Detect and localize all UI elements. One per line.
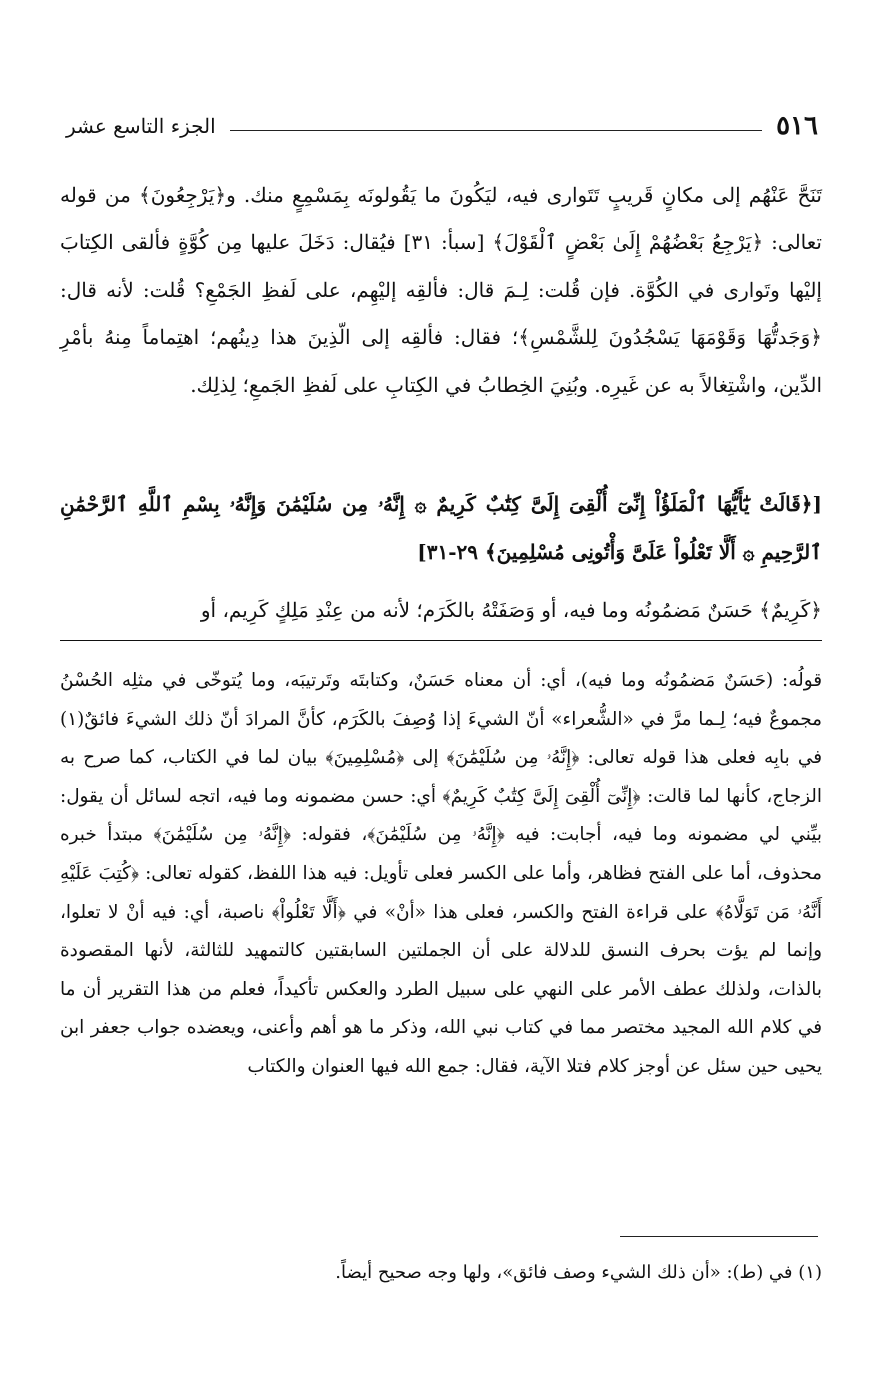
quran-verse: [﴿قَالَتْ يَٰٓأَيُّهَا ٱلْمَلَؤُاْ إِنِّىٓ أُلْقِىَ إِلَىَّ كِتَٰبٌ كَرِيمٌ ۞ إِنَّهُۥ مِن سُلَيْمَٰنَ وَإِنَّهُۥ بِسْمِ ٱللَّهِ ٱلرَّحْمَٰنِ ٱلرَّحِيمِ ۞ أَلَّا تَعْلُواْ عَلَىَّ وَأْتُونِى مُسْلِمِينَ﴾ ٢٩-٣١] [60, 492, 822, 564]
footnote: (١) في (ط): «أن ذلك الشيء وصف فائق»، ولها وجه صحيح أيضاً. [335, 1262, 822, 1283]
commentary-text: قولُه: (حَسَنٌ مَضمُونُه وما فيه)، أي: أن معناه حَسَنٌ، وكتابتَه وتَرتيبَه، وما يُتوخّى في مثلِه الحُسْنُ مجموعٌ فيه؛ لِـما مرَّ في «الشُّعراء» أنّ الشيءَ إذا وُصِفَ بالكَرَم، كأنَّ المرادَ أنّ ذلك الشيءَ فائقٌ(١) في بابِه فعلى هذا قوله تعالى: ﴿إِنَّهُۥ مِن سُلَيْمَٰنَ﴾ إلى ﴿مُسْلِمِينَ﴾ بيان لما في الكتاب، كما صرح به الزجاج، كأنها لما قالت: ﴿إِنِّىٓ أُلْقِىَ إِلَىَّ كِتَٰبٌ كَرِيمٌ﴾ أي: حسن مضمونه وما فيه، اتجه لسائل أن يقول: بيِّني لي مضمونه وما فيه، أجابت: فيه ﴿إِنَّهُۥ مِن سُلَيْمَٰنَ﴾، فقوله: ﴿إِنَّهُۥ مِن سُلَيْمَٰنَ﴾ مبتدأ خبره محذوف، أما على الفتح فظاهر، وأما على الكسر فعلى تأويل: فيه هذا اللفظ، كقوله تعالى: ﴿كُتِبَ عَلَيْهِ أَنَّهُۥ مَن تَوَلَّاهُ﴾ على قراءة الفتح والكسر، فعلى هذا «أنْ» في ﴿أَلَّا تَعْلُواْ﴾ ناصبة، أي: فيه أنْ لا تعلوا، وإنما لم يؤت بحرف النسق للدلالة على أن الجملتين السابقتين كالتمهيد للثالثة، لأنها المقصودة بالذات، ولذلك عطف الأمر على النهي على سبيل الطرد والعكس تأكيداً، فعلم من هذا التقرير أن ما في كلام الله المجيد مختصر مما في كتاب نبي الله، وذكر ما هو أهم وأعنى، ويعضده جواب جعفر ابن يحيى حين سئل عن أوجز كلام فتلا الآية، فقال: جمع الله فيها العنوان والكتاب [60, 670, 822, 1077]
verse-explanation: ﴿كَرِيمٌ﴾ حَسَنٌ مَضمُونُه وما فيه، أو وَصَفَتْهُ بالكَرَم؛ لأنه من عِنْدِ مَلِكٍ كَرِيم، أو [200, 598, 822, 622]
section-divider [60, 640, 822, 641]
page-header [66, 108, 818, 144]
footnote-rule [620, 1236, 818, 1237]
main-paragraph: تَنَحَّ عَنْهُم إلى مكانٍ قَريبٍ تَتَوارى فيه، ليَكُونَ ما يَقُولونَه بِمَسْمِعٍ منك. و﴿يَرْجِعُونَ﴾ من قوله تعالى: ﴿يَرْجِعُ بَعْضُهُمْ إِلَىٰ بَعْضٍ ٱلْقَوْلَ﴾ [سبأ: ٣١] فيُقال: دَخَلَ عليها مِن كُوَّةٍ فألقى الكِتابَ إليْها وتَوارى في الكُوَّة. فإن قُلت: لِـمَ قال: فألقِه إليْهِم، على لَفظِ الجَمْعِ؟ قُلت: لأنه قال: ﴿وَجَدتُّهَا وَقَوْمَهَا يَسْجُدُونَ لِلشَّمْسِ﴾؛ فقال: فألقِه إلى الّذِينَ هذا دِينُهم؛ اهتِماماً مِنهُ بأمْرِ الدِّين، واشْتِغالاً به عن غَيرِه. وبُنِيَ الخِطابُ في الكِتابِ على لَفظِ الجَمعِ؛ لِذلِك. [60, 183, 822, 397]
part-title: الجزء التاسع عشر [66, 114, 216, 138]
page-number: ٥١٦ [776, 111, 818, 141]
header-rule [230, 130, 762, 131]
main-text [60, 172, 822, 409]
